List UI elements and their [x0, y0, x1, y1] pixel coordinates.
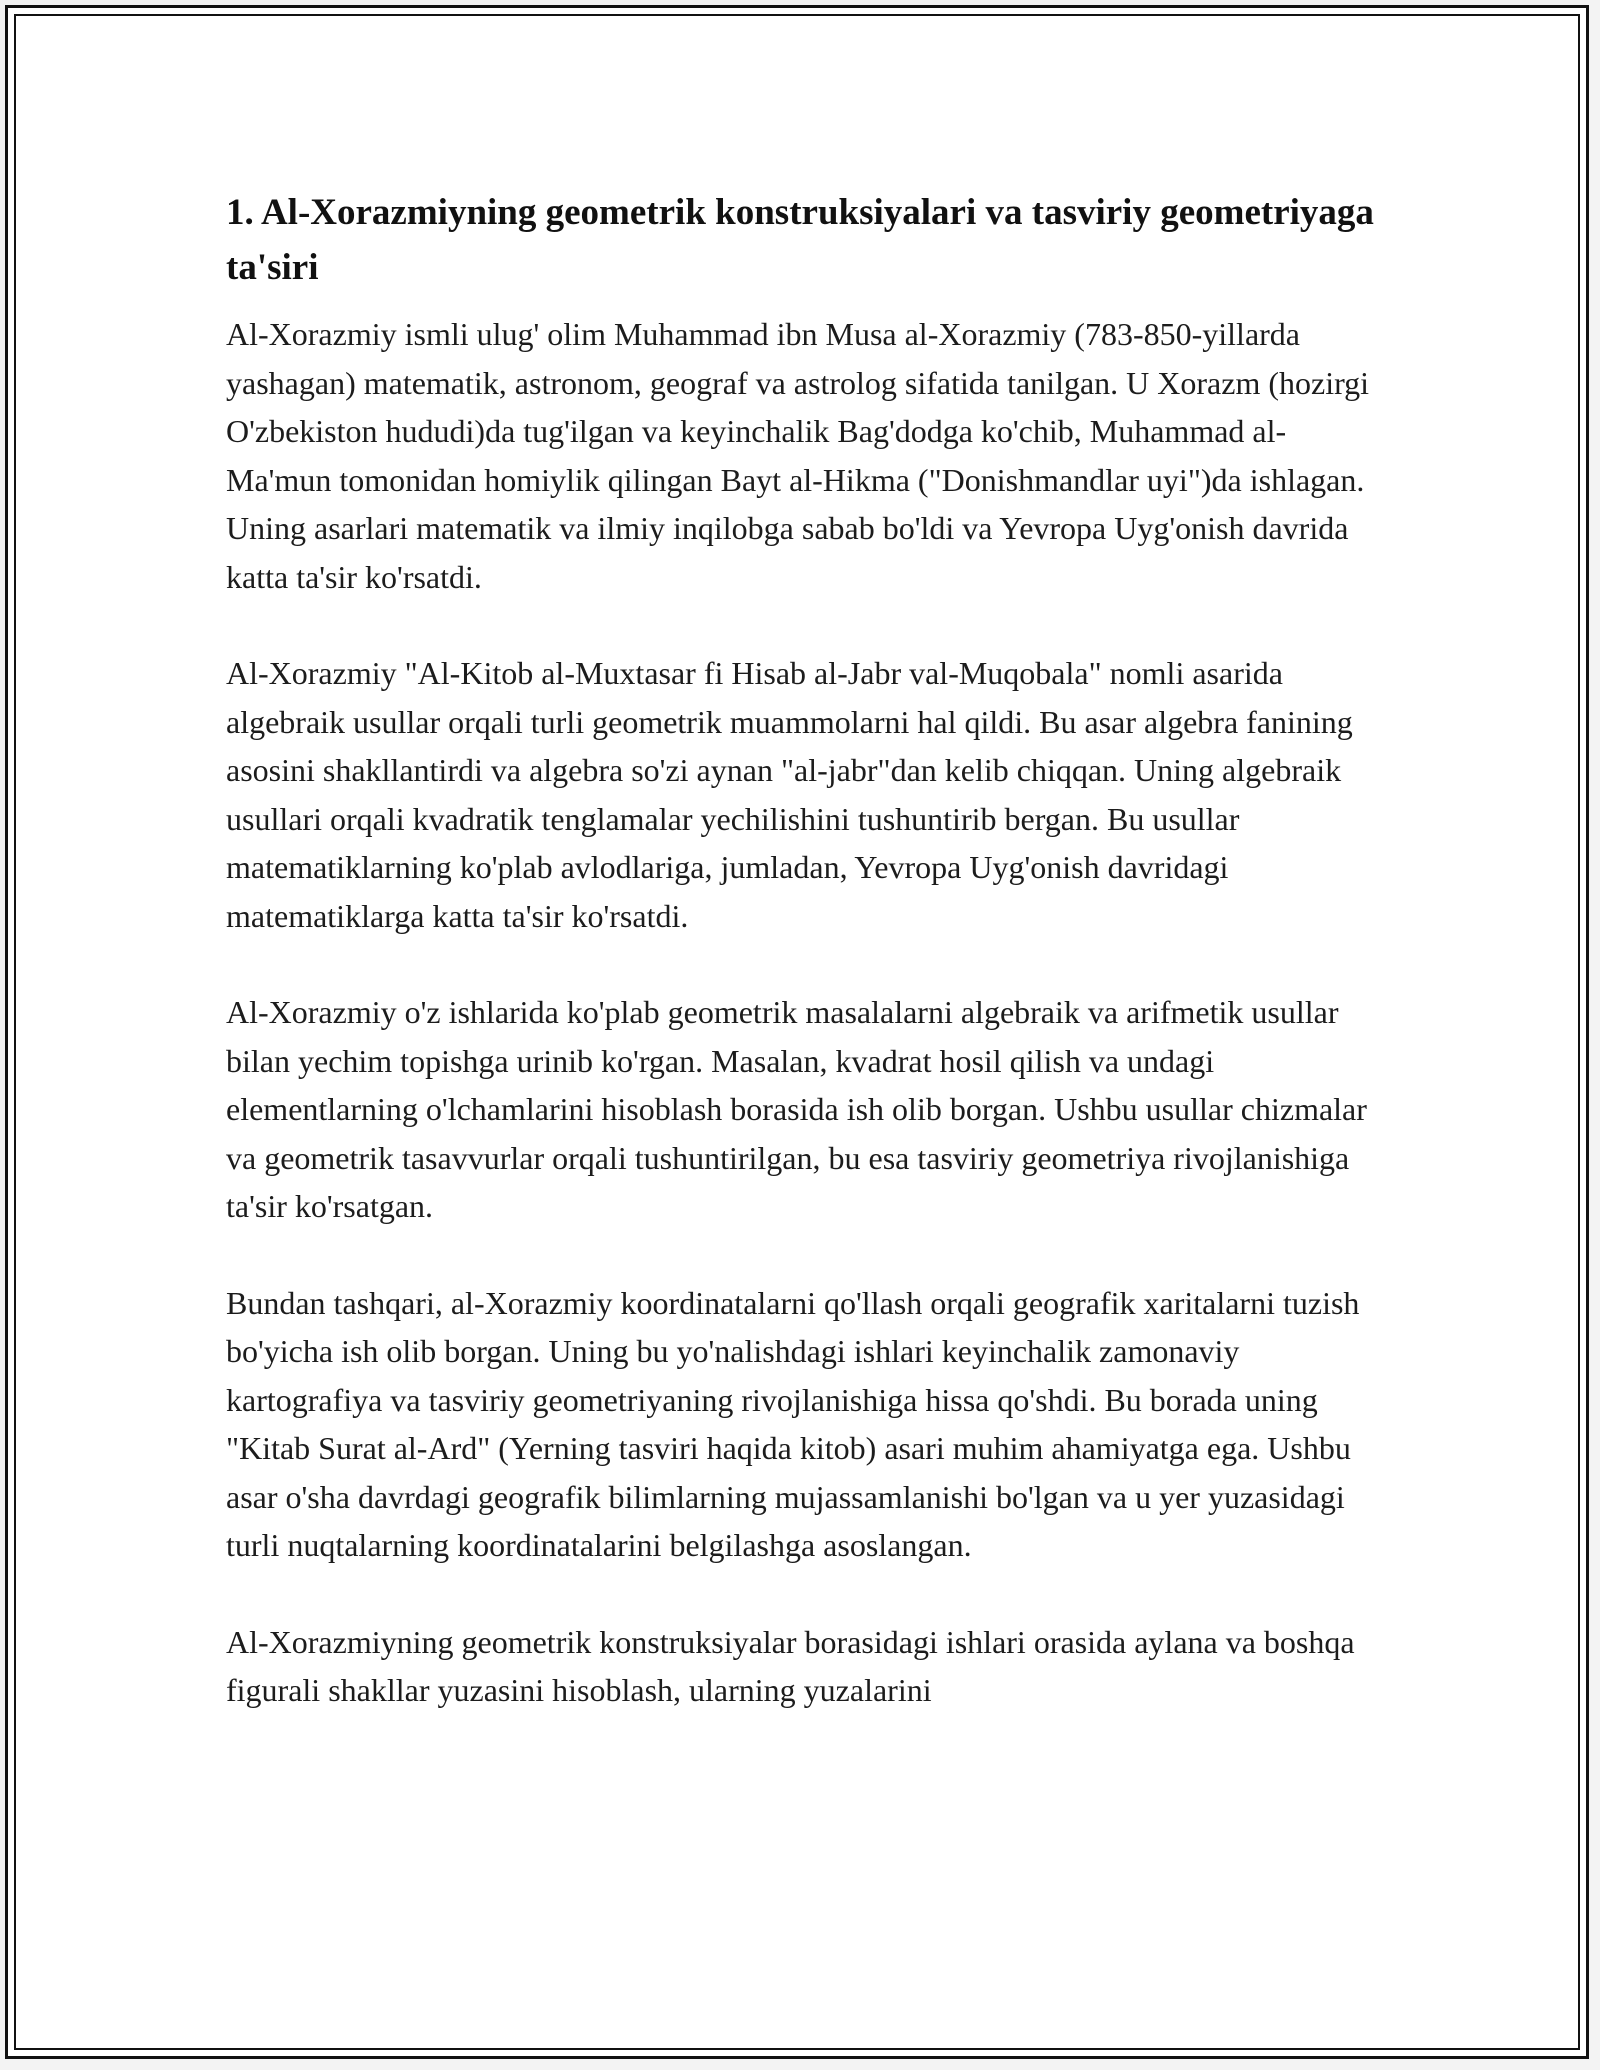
section-heading: 1. Al-Xorazmiyning geometrik konstruksiyalari va tasviriy geometriyaga ta'siri — [226, 192, 1374, 288]
paragraph-1: Al-Xorazmiy ismli ulug' olim Muhammad ibn Musa al-Xorazmiy (783-850-yillarda yashagan) matematik, astronom, geograf va astrolog sifatida tanilgan. U Xorazm (hozirgi O'zbekiston hududi)da tug'ilgan va keyinchalik Bag'dodga ko'chib, Muhammad al-Ma'mun tomonidan homiylik qilingan Bayt al-Hikma ("Donishmandlar uyi")da ishlagan. Uning asarlari matematik va ilmiy inqilobga sabab bo'ldi va Yevropa Uyg'onish davrida katta ta'sir ko'rsatdi. — [226, 316, 1370, 595]
paragraph-4: Bundan tashqari, al-Xorazmiy koordinatalarni qo'llash orqali geografik xaritalarni tuzish bo'yicha ish olib borgan. Uning bu yo'nalishdagi ishlari keyinchalik zamonaviy kartografiya va tasviriy geometriyaning rivojlanishiga hissa qo'shdi. Bu borada uning "Kitab Surat al-Ard" (Yerning tasviri haqida kitob) asari muhim ahamiyatga ega. Ushbu asar o'sha davrdagi geografik bilimlarning mujassamlanishi bo'lgan va u yer yuzasidagi turli nuqtalarning koordinatalarini belgilashga asoslangan. — [226, 1284, 1360, 1563]
document-body — [226, 185, 1386, 1763]
paragraph-2: Al-Xorazmiy "Al-Kitob al-Muxtasar fi Hisab al-Jabr val-Muqobala" nomli asarida algebraik usullar orqali turli geometrik muammolarni hal qildi. Bu asar algebra fanining asosini shakllantirdi va algebra so'zi aynan "al-jabr"dan kelib chiqqan. Uning algebraik usullari orqali kvadratik tenglamalar yechilishini tushuntirib bergan. Bu usullar matematiklarning ko'plab avlodlariga, jumladan, Yevropa Uyg'onish davridagi matematiklarga katta ta'sir ko'rsatdi. — [226, 655, 1353, 934]
paragraph-5: Al-Xorazmiyning geometrik konstruksiyalar borasidagi ishlari orasida aylana va boshqa figurali shakllar yuzasini hisoblash, ularning yuzalarini — [226, 1623, 1355, 1708]
paragraph-3: Al-Xorazmiy o'z ishlarida ko'plab geometrik masalalarni algebraik va arifmetik usullar bilan yechim topishga urinib ko'rgan. Masalan, kvadrat hosil qilish va undagi elementlarning o'lchamlarini hisoblash borasida ish olib borgan. Ushbu usullar chizmalar va geometrik tasavvurlar orqali tushuntirilgan, bu esa tasviriy geometriya rivojlanishiga ta'sir ko'rsatgan. — [226, 994, 1367, 1224]
